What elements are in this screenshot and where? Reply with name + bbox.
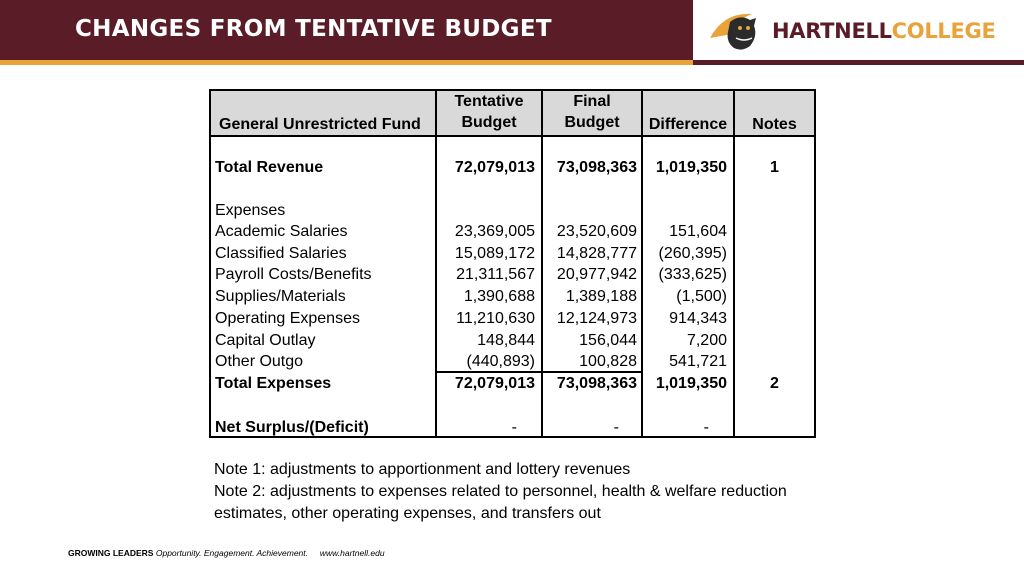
header-tentative-1: Tentative <box>454 93 524 110</box>
expense-row-difference: (333,625) <box>658 266 727 284</box>
expense-row-tentative: 148,844 <box>477 331 535 349</box>
total-expenses-label: Total Expenses <box>215 375 332 392</box>
footer-tagline: Opportunity. Engagement. Achievement. <box>155 548 309 558</box>
expense-row-tentative: 11,210,630 <box>456 309 535 327</box>
expense-row-difference: (260,395) <box>658 244 727 262</box>
header-notes: Notes <box>752 116 797 133</box>
expense-row-final: 1,389,188 <box>565 288 637 306</box>
total-revenue-label: Total Revenue <box>215 159 324 176</box>
header-tentative-2: Budget <box>461 114 517 131</box>
total-revenue-note: 1 <box>770 159 779 176</box>
header-difference: Difference <box>648 116 728 133</box>
expense-row-label: Academic Salaries <box>215 223 348 240</box>
header-fund: General Unrestricted Fund <box>219 116 421 133</box>
header-final-2: Budget <box>564 114 620 131</box>
expense-row-tentative: 23,369,005 <box>454 223 535 240</box>
footer-url-link[interactable]: www.hartnell.edu <box>319 548 385 558</box>
header-final-1: Final <box>573 93 611 110</box>
total-expenses-final: 73,098,363 <box>556 375 637 392</box>
page-title: CHANGES FROM TENTATIVE BUDGET <box>75 16 552 42</box>
logo-name-part1: HARTNELL <box>772 19 892 43</box>
expense-row-label: Operating Expenses <box>215 309 360 327</box>
note-2-line-2: estimates, other operating expenses, and transfers out <box>214 505 601 522</box>
net-surplus-tentative: - <box>511 419 517 436</box>
expense-row-label: Capital Outlay <box>215 331 316 349</box>
logo-name-part2: COLLEGE <box>891 19 996 43</box>
college-logo-text <box>772 19 996 43</box>
net-surplus-difference: - <box>703 419 709 436</box>
expense-row-tentative: 1,390,688 <box>463 288 535 306</box>
header-divider <box>211 135 814 137</box>
expense-row-label: Classified Salaries <box>215 244 347 262</box>
total-expenses-note: 2 <box>770 375 779 392</box>
total-revenue-final: 73,098,363 <box>556 159 637 176</box>
total-expenses-tentative: 72,079,013 <box>454 375 535 392</box>
expense-row-tentative: (440,893) <box>466 353 535 371</box>
header-accent-stripe <box>0 60 693 65</box>
expense-row-tentative: 21,311,567 <box>456 266 535 284</box>
expenses-label: Expenses <box>215 202 286 219</box>
expense-row-difference: 151,604 <box>669 223 727 240</box>
expense-row-final: 23,520,609 <box>556 223 637 240</box>
note-1: Note 1: adjustments to apportionment and lottery revenues <box>214 461 631 478</box>
header-bar <box>0 0 693 60</box>
total-expenses-difference: 1,019,350 <box>655 375 727 392</box>
expense-row-final: 20,977,942 <box>556 266 637 284</box>
expense-row-difference: 541,721 <box>669 353 727 371</box>
expense-row-final: 14,828,777 <box>556 244 637 262</box>
footer <box>68 548 385 558</box>
note-2-line-1: Note 2: adjustments to expenses related to personnel, health & welfare reduction <box>214 483 787 500</box>
net-surplus-label: Net Surplus/(Deficit) <box>215 419 369 436</box>
notes-section <box>214 459 787 525</box>
expense-row-final: 12,124,973 <box>556 309 637 327</box>
expense-row-difference: (1,500) <box>676 288 727 306</box>
net-surplus-final: - <box>613 419 619 436</box>
expense-row-label: Supplies/Materials <box>215 288 346 306</box>
footer-growing-leaders: GROWING LEADERS <box>68 548 154 558</box>
total-revenue-tentative: 72,079,013 <box>454 159 535 176</box>
expense-row-difference: 914,343 <box>669 309 727 327</box>
expense-row-final: 100,828 <box>579 353 637 371</box>
expense-row-tentative: 15,089,172 <box>454 244 535 262</box>
budget-table <box>209 89 816 438</box>
expense-row-final: 156,044 <box>579 331 637 349</box>
expense-row-label: Payroll Costs/Benefits <box>215 266 372 284</box>
logo-underline <box>693 60 1024 65</box>
panther-logo-icon <box>706 8 766 54</box>
expense-row-label: Other Outgo <box>215 353 304 371</box>
expense-row-difference: 7,200 <box>686 331 727 349</box>
total-revenue-difference: 1,019,350 <box>655 159 727 176</box>
